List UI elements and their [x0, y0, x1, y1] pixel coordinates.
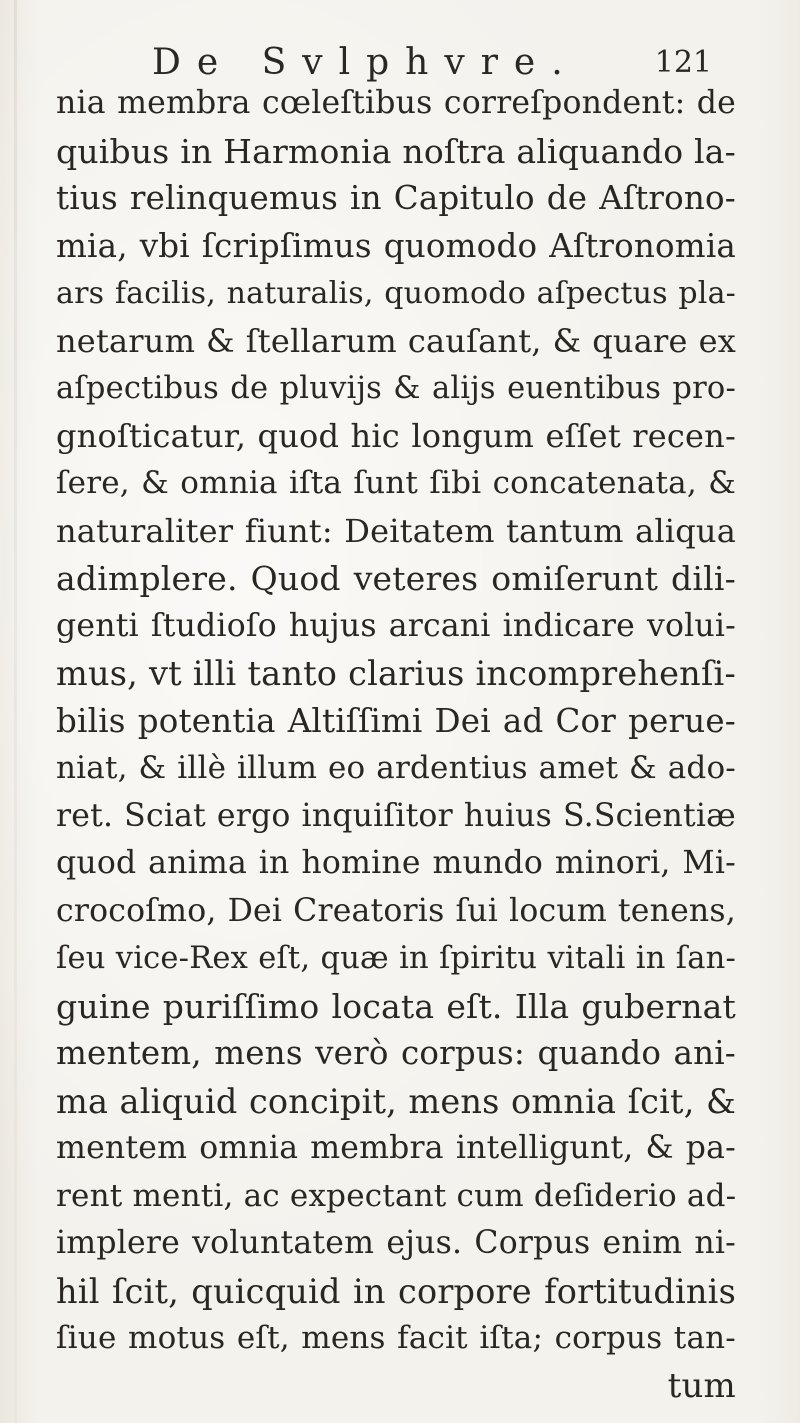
- text-line: netarum & ſtellarum cauſant, & quare ex: [56, 321, 736, 360]
- text-line: niat, & illè illum eo ardentius amet & ado-: [56, 750, 736, 786]
- text-line: nia membra cœleſtibus correſpondent: de: [56, 85, 736, 121]
- page-fold-shadow: [14, 0, 17, 1423]
- text-line: aſpectibus de pluvijs & alijs euentibus pro-: [56, 371, 736, 406]
- text-line: ſeu vice-Rex eſt, quæ in ſpiritu vitali in ſan-: [56, 941, 736, 976]
- text-line: naturaliter fiunt: Deitatem tantum aliqua: [56, 511, 736, 550]
- text-line: ars facilis, naturalis, quomodo aſpectus pla-: [56, 276, 736, 311]
- text-line: quod anima in homine mundo minori, Mi-: [56, 845, 736, 881]
- text-line: crocoſmo, Dei Creatoris ſui locum tenens,: [56, 892, 736, 929]
- body-text: [56, 80, 736, 1410]
- text-line: genti ſtudioſo hujus arcani indicare volui-: [56, 607, 736, 644]
- text-line: mentem, mens verò corpus: quando ani-: [56, 1034, 736, 1072]
- page-number: 121: [654, 45, 712, 80]
- running-title: De Svlphvre.: [152, 42, 579, 83]
- text-line: ſere, & omnia iſta ſunt ſibi concatenata, &: [56, 465, 736, 501]
- text-line: ſiue motus eſt, mens facit iſta; corpus tan-: [56, 1320, 736, 1356]
- text-line: tius relinquemus in Capitulo de Aſtrono-: [56, 179, 736, 217]
- text-line: mus, vt illi tanto clarius incomprehenſi-: [56, 654, 736, 693]
- text-line: adimplere. Quod veteres omiſerunt dili-: [56, 559, 736, 598]
- text-line: hil ſcit, quicquid in corpore fortitudinis: [56, 1271, 736, 1311]
- text-line: mia, vbi ſcripſimus quomodo Aſtronomia: [56, 226, 736, 265]
- text-line: ret. Sciat ergo inquiſitor huius S.Scientiæ: [56, 797, 736, 834]
- text-line: bilis potentia Altiſſimi Dei ad Cor perue-: [56, 701, 736, 740]
- text-line: gnoſticatur, quod hic longum eſſet recen-: [56, 416, 736, 455]
- text-line: mentem omnia membra intelligunt, & pa-: [56, 1130, 736, 1166]
- catchword: tum: [667, 1365, 736, 1406]
- text-line: implere voluntatem ejus. Corpus enim ni-: [56, 1225, 736, 1261]
- text-line: guine puriſſimo locata eſt. Illa gubernat: [56, 986, 736, 1026]
- text-line: ma aliquid concipit, mens omnia ſcit, &: [56, 1081, 736, 1121]
- text-line: quibus in Harmonia noſtra aliquando la-: [56, 131, 736, 171]
- text-line: rent menti, ac expectant cum deſiderio ad-: [56, 1177, 737, 1214]
